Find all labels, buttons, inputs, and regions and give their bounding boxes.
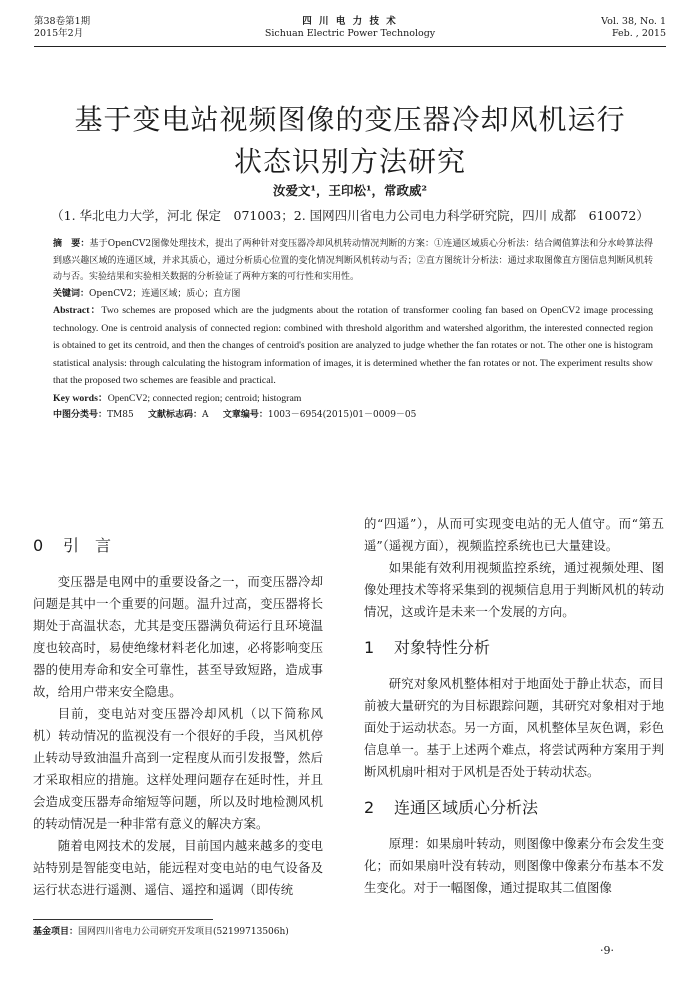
keywords-en-label: Key words： <box>53 392 108 404</box>
paragraph: 目前，变电站对变压器冷却风机（以下简称风机）转动情况的监视没有一个很好的手段，当风机停止转动导致油温升高到一定程度从而引发报警，然后才采取相应的措施。这样处理问题存在延时性，并且会造成变压器寿命缩短等问题，所以及时地检测风机的转动情况是一种非常有意义的解决方案。 <box>33 706 323 831</box>
footnote-rule <box>33 919 213 920</box>
keywords-cn <box>53 286 653 303</box>
header-rule <box>34 46 666 47</box>
section-1-heading <box>364 637 664 659</box>
journal-name-en: Sichuan Electric Power Technology <box>264 28 436 39</box>
doc-code-value: A <box>202 410 209 420</box>
funding-label: 基金项目： <box>33 927 79 937</box>
paragraph: 变压器是电网中的重要设备之一，而变压器冷却问题是其中一个重要的问题。温升过高，变压器将长期处于高温状态，尤其是变压器满负荷运行且环境温度也较高时，易使绝缘材料老化加速，必将影响变压器的使用寿命和安全可靠性，甚至导致短路，造成事故，给用户带来安全隐患。 <box>33 574 323 699</box>
title-line-2: 状态识别方法研究 <box>233 145 466 178</box>
keywords-cn-label: 关键词： <box>53 288 90 299</box>
paragraph: 研究对象风机整体相对于地面处于静止状态，而目前被大量研究的为目标跟踪问题，其研究对象相对于地面处于运动状态。另一方面，风机整体呈灰色调，彩色信息单一。基于上述两个难点，将尝试两种方案用于判断风机扇叶相对于风机是否处于转动状态。 <box>364 676 664 779</box>
page-number: ·9· <box>600 944 614 957</box>
funding-footnote <box>33 924 289 937</box>
volume-issue-en: Vol. 38, No. 1 <box>601 16 666 27</box>
paragraph: 原理：如果扇叶转动，则图像中像素分布会发生变化；而如果扇叶没有转动，则图像中像素分布基本不发生变化。对于一幅图像，通过提取其二值图像 <box>364 836 664 895</box>
abstract-block <box>53 236 653 424</box>
paragraph: 如果能有效利用视频监控系统，通过视频处理、图像处理技术等将采集到的视频信息用于判断风机的转动情况，这或许是未来一个发展的方向。 <box>364 560 664 619</box>
journal-name-cn: 四 川 电 力 技 术 <box>302 16 398 27</box>
doc-code-label: 文献标志码： <box>148 410 203 420</box>
keywords-en-text: OpenCV2; connected region; centroid; histogram <box>107 392 302 404</box>
paragraph: 随着电网技术的发展，目前国内越来越多的变电站特别是智能变电站，能远程对变电站的电气设备及运行状态进行遥测、遥信、遥控和遥调（即传统 <box>33 838 323 897</box>
body-column-left <box>33 521 323 901</box>
keywords-en <box>53 390 653 408</box>
volume-issue: 第38卷第1期 <box>34 16 91 27</box>
article-no-label: 文章编号： <box>222 410 268 420</box>
abstract-en-text: Two schemes are proposed which are the judgments about the rotation of transformer cooling fan based on OpenCV2 image processing technology. One is centroid analysis of connected region: combined with threshold algorithm and watershed algorithm, the interested connected region is obtained to get its centroid, and then the changes of centroid's position are analyzed to judge whether the fan rotates or not. The other one is histogram statistical analysis: through calculating the histogram information of images, it is determined whether the fan rotates or not. The experiment results show that the proposed two schemes are feasible and practical. <box>53 305 653 386</box>
abstract-cn-label: 摘 要： <box>53 239 90 249</box>
affiliation: （1. 华北电力大学，河北 保定 071003；2. 国网四川省电力公司电力科学研究院，四川 成都 610072） <box>51 208 649 223</box>
journal-name <box>34 16 666 40</box>
abstract-cn <box>53 236 653 286</box>
classification-line <box>53 407 653 424</box>
issue-date-en: Feb. , 2015 <box>611 28 666 39</box>
section-1-title: 对象特性分析 <box>394 638 491 657</box>
section-2-heading <box>364 797 664 819</box>
section-0-title: 引 言 <box>63 536 112 555</box>
abstract-en-label: Abstract： <box>53 305 102 316</box>
section-2-title: 连通区域质心分析法 <box>394 798 539 817</box>
body-column-right <box>364 513 664 899</box>
issue-date: 2015年2月 <box>34 28 84 39</box>
section-1-number: 1 <box>364 638 375 657</box>
clc-label: 中图分类号： <box>53 410 108 420</box>
section-2-number: 2 <box>364 798 375 817</box>
keywords-cn-text: OpenCV2；连通区域；质心；直方图 <box>89 288 241 299</box>
section-0-number: 0 <box>33 536 44 555</box>
title-line-1: 基于变电站视频图像的变压器冷却风机运行 <box>74 103 626 136</box>
section-0-heading <box>33 535 323 557</box>
funding-text: 国网四川省电力公司研究开发项目(52199713506h) <box>78 927 289 937</box>
abstract-cn-text: 基于OpenCV2图像处理技术，提出了两种针对变压器冷却风机转动情况判断的方案：①连通区域质心分析法：结合阈值算法和分水岭算法得到感兴趣区域的连通区域，并求其质心，通过分析质心位置的变化情况判断风机转动与否；②直方图统计分析法：通过求取图像直方图信息判断风机转动与否。实验结果和实验相关数据的分析验证了两种方案的可行性和实用性。 <box>53 239 653 282</box>
authors: 汝爱文¹，王印松¹，常政威² <box>273 183 427 198</box>
abstract-en <box>53 302 653 390</box>
article-no-value: 1003－6954(2015)01－0009－05 <box>267 410 417 420</box>
issue-info-en <box>601 16 666 40</box>
paper-title <box>0 99 700 183</box>
clc-value: TM85 <box>107 410 134 420</box>
paragraph: 的“四遥”），从而可实现变电站的无人值守。而“第五遥”（遥视方面），视频监控系统也已大量建设。 <box>364 516 664 553</box>
